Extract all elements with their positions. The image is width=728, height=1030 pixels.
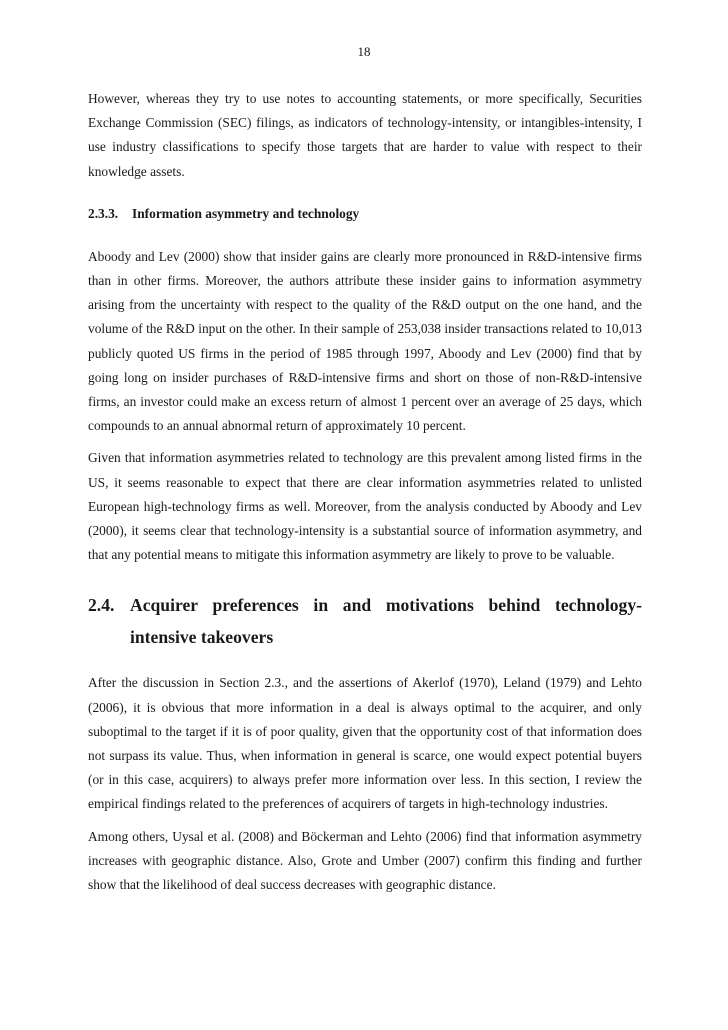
section-heading-2-3-3 — [88, 202, 642, 226]
paragraph: However, whereas they try to use notes to accounting statements, or more specifically, Securities Exchange Commission (SEC) filings, as indicators of technology-intensity, or intangibles-intensity, I use industry classifications to specify those targets that are harder to value with respect to their knowledge assets. — [88, 91, 642, 179]
section-number: 2.3.3. — [88, 205, 119, 221]
section-title: Acquirer preferences in and motivations behind technology-intensive takeovers — [130, 595, 642, 648]
paragraph: Given that information asymmetries related to technology are this prevalent among listed firms in the US, it seems reasonable to expect that there are clear information asymmetries related to unlisted European high-technology firms as well. Moreover, from the analysis conducted by Aboody and Lev (2000), it seems clear that technology-intensity is a substantial source of information asymmetry, and that any potential means to mitigate this information asymmetry are likely to prove to be valuable. — [88, 450, 642, 563]
paragraph: Aboody and Lev (2000) show that insider gains are clearly more pronounced in R&D-intensive firms than in other firms. Moreover, the authors attribute these insider gains to information asymmetry arising from the uncertainty with respect to the quality of the R&D output on the one hand, and the volume of the R&D input on the other. In their sample of 253,038 insider transactions related to 10,013 publicly quoted US firms in the period of 1985 through 1997, Aboody and Lev (2000) find that by going long on insider purchases of R&D-intensive firms and short on those of non-R&D-intensive firms, an investor could make an excess return of almost 1 percent over an average of 25 days, which compounds to an annual abnormal return of approximately 10 percent. — [88, 248, 642, 434]
page-content — [88, 87, 642, 905]
section-heading-2-4 — [88, 589, 642, 653]
paragraph: After the discussion in Section 2.3., and the assertions of Akerlof (1970), Leland (1979) and Lehto (2006), it is obvious that more information in a deal is always optimal to the acquirer, and only suboptimal to the target if it is of poor quality, given that the opportunity cost of that information does not surpass its value. Thus, when information in general is scarce, one would expect potential buyers (or in this case, acquirers) to always prefer more information over less. In this section, I review the empirical findings related to the preferences of acquirers of targets in high-technology industries. — [88, 675, 642, 812]
section-title: Information asymmetry and technology — [132, 205, 360, 221]
page-number: 18 — [357, 44, 371, 59]
paragraph: Among others, Uysal et al. (2008) and Böckerman and Lehto (2006) find that information asymmetry increases with geographic distance. Also, Grote and Umber (2007) confirm this finding and further show that the likelihood of deal success decreases with geographic distance. — [88, 828, 642, 893]
section-number: 2.4. — [88, 595, 115, 616]
